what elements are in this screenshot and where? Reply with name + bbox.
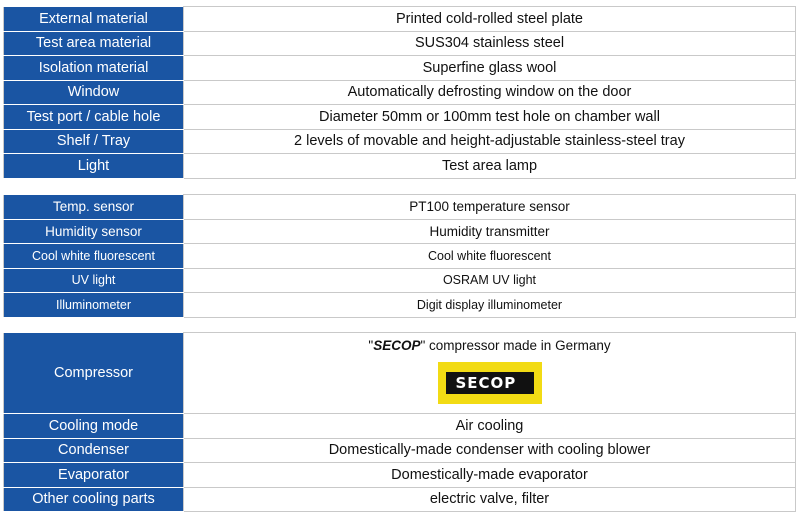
logo-text: SECOP bbox=[446, 372, 534, 394]
row-value: Printed cold-rolled steel plate bbox=[184, 7, 796, 32]
table-row bbox=[4, 268, 796, 293]
row-label: Other cooling parts bbox=[4, 487, 184, 512]
table-row bbox=[4, 487, 796, 512]
row-value: Air cooling bbox=[184, 414, 796, 439]
row-label: Cool white fluorescent bbox=[4, 244, 184, 269]
row-value: OSRAM UV light bbox=[184, 268, 796, 293]
row-label: Window bbox=[4, 80, 184, 105]
table-row bbox=[4, 7, 796, 32]
row-label: Illuminometer bbox=[4, 293, 184, 318]
table-row bbox=[4, 438, 796, 463]
row-label: Test port / cable hole bbox=[4, 105, 184, 130]
compressor-cell bbox=[184, 333, 796, 414]
table-row bbox=[4, 414, 796, 439]
table-row bbox=[4, 195, 796, 220]
row-label: Condenser bbox=[4, 438, 184, 463]
cooling-table bbox=[3, 332, 796, 512]
row-value: Test area lamp bbox=[184, 154, 796, 179]
table-row bbox=[4, 105, 796, 130]
row-label: Shelf / Tray bbox=[4, 129, 184, 154]
row-value: Diameter 50mm or 100mm test hole on chamber wall bbox=[184, 105, 796, 130]
table-row bbox=[4, 463, 796, 488]
row-label: Cooling mode bbox=[4, 414, 184, 439]
row-label: Temp. sensor bbox=[4, 195, 184, 220]
row-label: Humidity sensor bbox=[4, 219, 184, 244]
secop-logo bbox=[438, 362, 542, 404]
row-value: SUS304 stainless steel bbox=[184, 31, 796, 56]
row-value: Cool white fluorescent bbox=[184, 244, 796, 269]
row-value: PT100 temperature sensor bbox=[184, 195, 796, 220]
table-row bbox=[4, 56, 796, 81]
row-label: Evaporator bbox=[4, 463, 184, 488]
row-value: Domestically-made condenser with cooling blower bbox=[184, 438, 796, 463]
brand-name: SECOP bbox=[373, 338, 421, 353]
materials-table bbox=[3, 6, 796, 179]
table-row bbox=[4, 293, 796, 318]
table-row bbox=[4, 333, 796, 414]
table-row bbox=[4, 129, 796, 154]
row-value: electric valve, filter bbox=[184, 487, 796, 512]
row-value: Domestically-made evaporator bbox=[184, 463, 796, 488]
row-value: 2 levels of movable and height-adjustable stainless-steel tray bbox=[184, 129, 796, 154]
row-label: Isolation material bbox=[4, 56, 184, 81]
table-row bbox=[4, 31, 796, 56]
row-label: Test area material bbox=[4, 31, 184, 56]
row-label: UV light bbox=[4, 268, 184, 293]
row-label: External material bbox=[4, 7, 184, 32]
table-row bbox=[4, 244, 796, 269]
row-value: Digit display illuminometer bbox=[184, 293, 796, 318]
row-value: Automatically defrosting window on the door bbox=[184, 80, 796, 105]
table-row bbox=[4, 80, 796, 105]
row-label: Compressor bbox=[4, 333, 184, 414]
row-label: Light bbox=[4, 154, 184, 179]
table-row bbox=[4, 219, 796, 244]
compressor-description: "SECOP" compressor made in Germany bbox=[368, 338, 611, 353]
row-value: Humidity transmitter bbox=[184, 219, 796, 244]
table-row bbox=[4, 154, 796, 179]
row-value: Superfine glass wool bbox=[184, 56, 796, 81]
sensors-table bbox=[3, 194, 796, 318]
